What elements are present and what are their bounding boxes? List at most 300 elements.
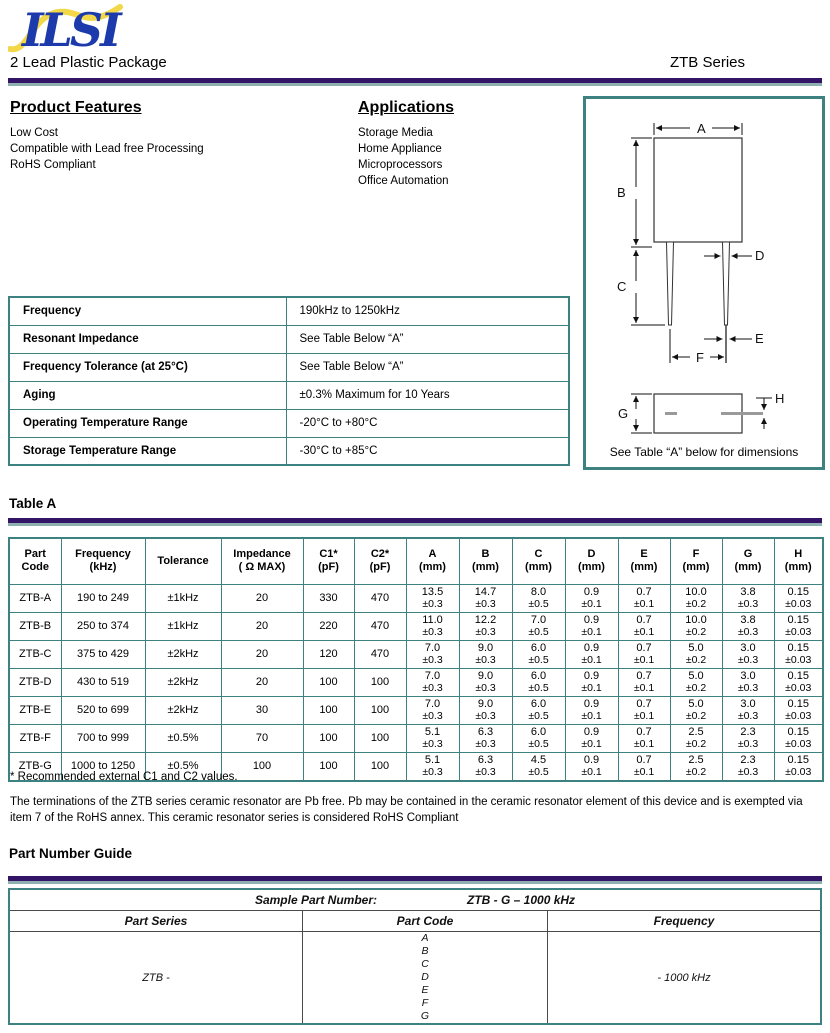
header-line2: ( Ω MAX) bbox=[238, 561, 286, 574]
product-features-list bbox=[10, 125, 204, 173]
table-a-header-cell bbox=[354, 538, 406, 584]
table-a-cell: ZTB-A bbox=[9, 584, 61, 612]
dim-value: 0.9 bbox=[583, 725, 600, 738]
part-code-option: E bbox=[421, 984, 429, 996]
table-a-cell: 100 bbox=[303, 724, 354, 752]
dim-tolerance: ±0.3 bbox=[475, 682, 496, 694]
spec-row bbox=[9, 409, 569, 437]
header-line1: D bbox=[587, 548, 596, 561]
table-a-cell: ZTB-C bbox=[9, 640, 61, 668]
table-a-header-cell bbox=[61, 538, 145, 584]
spec-label: Frequency bbox=[9, 297, 286, 325]
dim-tolerance: ±0.3 bbox=[475, 598, 496, 610]
table-a-dim-cell bbox=[670, 668, 722, 696]
dim-value: 6.0 bbox=[530, 669, 547, 682]
spec-label: Operating Temperature Range bbox=[9, 409, 286, 437]
dim-value: 5.0 bbox=[688, 669, 704, 682]
table-a-cell: 20 bbox=[221, 668, 303, 696]
dim-value: 10.0 bbox=[685, 613, 707, 626]
dim-tolerance: ±0.1 bbox=[581, 654, 602, 666]
table-a-dim-cell bbox=[774, 696, 823, 724]
dim-tolerance: ±0.1 bbox=[633, 710, 655, 722]
table-a-row bbox=[9, 612, 823, 640]
table-a-dim-cell bbox=[406, 640, 459, 668]
spec-value: -20°C to +80°C bbox=[286, 409, 569, 437]
header-line1: B bbox=[481, 548, 490, 561]
table-a-dim-cell bbox=[406, 724, 459, 752]
table-a-cell: 470 bbox=[354, 640, 406, 668]
dim-value: 0.7 bbox=[636, 641, 652, 654]
svg-text:B: B bbox=[617, 185, 626, 200]
table-a-cell: 100 bbox=[354, 668, 406, 696]
spec-row bbox=[9, 353, 569, 381]
dim-value: 10.0 bbox=[685, 585, 707, 598]
dim-value: 0.9 bbox=[583, 697, 600, 710]
dim-value: 7.0 bbox=[530, 613, 547, 626]
dim-tolerance: ±0.3 bbox=[737, 766, 759, 778]
table-a-cell: ±2kHz bbox=[145, 668, 221, 696]
table-a-cell: ±0.5% bbox=[145, 724, 221, 752]
dim-value: 9.0 bbox=[477, 641, 494, 654]
feature-item: RoHS Compliant bbox=[10, 159, 96, 171]
table-a-cell: 100 bbox=[354, 696, 406, 724]
part-code-option: F bbox=[421, 997, 429, 1009]
table-a-heading: Table A bbox=[9, 496, 57, 511]
dim-tolerance: ±0.03 bbox=[785, 710, 812, 722]
feature-item: Low Cost bbox=[10, 127, 58, 139]
dim-tolerance: ±0.3 bbox=[422, 626, 443, 638]
table-a-dim-cell bbox=[722, 724, 774, 752]
dim-value: 7.0 bbox=[424, 641, 441, 654]
table-a-dim-cell bbox=[512, 584, 565, 612]
table-a-cell: 70 bbox=[221, 724, 303, 752]
table-a-dim-cell bbox=[618, 584, 670, 612]
table-a-dim-cell bbox=[618, 752, 670, 781]
header-line2: (mm) bbox=[525, 561, 552, 574]
dim-value: 13.5 bbox=[421, 585, 444, 598]
sample-part-number-value: ZTB - G – 1000 kHz bbox=[467, 893, 576, 907]
header-line2: (mm) bbox=[578, 561, 605, 574]
header-line1: C bbox=[534, 548, 543, 561]
spec-value: See Table Below “A” bbox=[286, 325, 569, 353]
table-a-cell: 470 bbox=[354, 584, 406, 612]
column-header-part-series: Part Series bbox=[124, 914, 188, 928]
svg-text:G: G bbox=[618, 406, 629, 421]
table-a-cell: ±2kHz bbox=[145, 696, 221, 724]
table-a-cell: 190 to 249 bbox=[61, 584, 145, 612]
header-line2: (mm) bbox=[682, 561, 710, 574]
dim-value: 11.0 bbox=[422, 613, 443, 626]
table-a-cell: 250 to 374 bbox=[61, 612, 145, 640]
application-item: Home Appliance bbox=[358, 143, 442, 155]
table-a-dim-cell bbox=[774, 612, 823, 640]
table-a-dim-cell bbox=[722, 696, 774, 724]
dim-tolerance: ±0.3 bbox=[422, 710, 443, 722]
table-a-dim-cell bbox=[406, 584, 459, 612]
product-features-heading: Product Features bbox=[10, 99, 142, 116]
dim-tolerance: ±0.3 bbox=[737, 710, 759, 722]
dim-value: 3.8 bbox=[740, 613, 756, 626]
diagram-caption: See Table “A” below for dimensions bbox=[609, 445, 799, 459]
dim-value: 14.7 bbox=[474, 585, 497, 598]
dim-tolerance: ±0.1 bbox=[633, 598, 655, 610]
table-a-cell: ±2kHz bbox=[145, 640, 221, 668]
spec-row bbox=[9, 297, 569, 325]
part-number-guide-heading: Part Number Guide bbox=[9, 846, 133, 861]
specifications-table bbox=[8, 296, 570, 466]
header-line2: (mm) bbox=[734, 561, 762, 574]
dim-tolerance: ±0.3 bbox=[422, 654, 443, 666]
dim-value: 7.0 bbox=[424, 697, 441, 710]
dim-value: 0.15 bbox=[787, 669, 809, 682]
table-a-cell: 100 bbox=[303, 668, 354, 696]
package-dimension-diagram bbox=[583, 96, 825, 470]
dim-value: 0.9 bbox=[583, 585, 600, 598]
dim-value: 6.3 bbox=[477, 753, 494, 766]
table-a bbox=[8, 537, 824, 782]
spec-value: ±0.3% Maximum for 10 Years bbox=[286, 381, 569, 409]
table-a-dim-cell bbox=[722, 752, 774, 781]
package-drawing bbox=[586, 99, 822, 443]
dim-value: 6.0 bbox=[530, 641, 547, 654]
svg-text:H: H bbox=[775, 391, 785, 406]
header-line2: (mm) bbox=[419, 561, 446, 574]
table-a-row bbox=[9, 668, 823, 696]
table-a-dim-cell bbox=[670, 696, 722, 724]
svg-text:C: C bbox=[617, 279, 627, 294]
svg-text:F: F bbox=[696, 350, 704, 365]
header-line2: (mm) bbox=[784, 561, 812, 574]
table-a-dim-cell bbox=[774, 668, 823, 696]
part-code-option: G bbox=[420, 1010, 430, 1022]
table-a-cell: 470 bbox=[354, 612, 406, 640]
dim-value: 0.9 bbox=[583, 613, 600, 626]
dim-tolerance: ±0.5 bbox=[528, 598, 549, 610]
svg-text:ILSI: ILSI bbox=[22, 3, 119, 56]
header-line1: G bbox=[743, 548, 753, 561]
header-line1: E bbox=[640, 548, 648, 561]
dim-value: 3.8 bbox=[740, 585, 756, 598]
applications-section bbox=[358, 99, 454, 189]
table-a-header-cell bbox=[618, 538, 670, 584]
table-a-dim-cell bbox=[406, 752, 459, 781]
header-line2: (pF) bbox=[369, 561, 391, 574]
table-a-dim-cell bbox=[670, 612, 722, 640]
dim-value: 4.5 bbox=[530, 753, 547, 766]
dim-value: 3.0 bbox=[740, 669, 756, 682]
table-a-dim-cell bbox=[618, 696, 670, 724]
dim-value: 2.3 bbox=[740, 753, 756, 766]
dim-value: 7.0 bbox=[424, 669, 441, 682]
table-a-header-cell bbox=[406, 538, 459, 584]
dim-value: 0.15 bbox=[787, 613, 809, 626]
series-title: ZTB Series bbox=[669, 54, 745, 71]
table-a-dim-cell bbox=[670, 584, 722, 612]
table-a-dim-cell bbox=[459, 584, 512, 612]
dim-tolerance: ±0.1 bbox=[633, 738, 655, 750]
table-a-cell: ZTB-G bbox=[9, 752, 61, 781]
spec-row bbox=[9, 437, 569, 465]
table-a-dim-cell bbox=[459, 668, 512, 696]
dim-tolerance: ±0.2 bbox=[685, 654, 707, 666]
dim-value: 0.7 bbox=[636, 725, 652, 738]
table-a-cell: ZTB-F bbox=[9, 724, 61, 752]
table-a-cell: ±0.5% bbox=[145, 752, 221, 781]
dim-tolerance: ±0.3 bbox=[475, 766, 496, 778]
table-a-dim-cell bbox=[774, 584, 823, 612]
table-a-dim-cell bbox=[565, 584, 618, 612]
table-a-header-cell bbox=[9, 538, 61, 584]
dim-value: 8.0 bbox=[530, 585, 547, 598]
dim-value: 2.5 bbox=[688, 753, 704, 766]
table-a-dim-cell bbox=[406, 612, 459, 640]
table-a-dim-cell bbox=[565, 696, 618, 724]
svg-text:A: A bbox=[697, 121, 706, 136]
feature-item: Compatible with Lead free Processing bbox=[10, 143, 204, 155]
table-a-cell: 520 to 699 bbox=[61, 696, 145, 724]
dim-tolerance: ±0.2 bbox=[685, 626, 707, 638]
table-a-cell: 100 bbox=[221, 752, 303, 781]
part-number-guide-body bbox=[10, 932, 820, 1023]
divider bbox=[8, 876, 822, 884]
dim-tolerance: ±0.5 bbox=[528, 710, 549, 722]
table-a-dim-cell bbox=[512, 724, 565, 752]
svg-text:E: E bbox=[755, 331, 764, 346]
table-a-dim-cell bbox=[459, 696, 512, 724]
dim-tolerance: ±0.03 bbox=[785, 598, 812, 610]
table-a-header-cell bbox=[512, 538, 565, 584]
table-a-cell: ZTB-E bbox=[9, 696, 61, 724]
dim-value: 0.9 bbox=[583, 669, 600, 682]
dim-value: 5.0 bbox=[688, 697, 704, 710]
spec-label: Storage Temperature Range bbox=[9, 437, 286, 465]
divider bbox=[8, 78, 822, 86]
dim-tolerance: ±0.3 bbox=[475, 654, 496, 666]
header-line2: (mm) bbox=[472, 561, 499, 574]
divider bbox=[8, 518, 822, 526]
header-line2: (mm) bbox=[630, 561, 658, 574]
table-a-dim-cell bbox=[774, 640, 823, 668]
dim-tolerance: ±0.5 bbox=[528, 682, 549, 694]
application-item: Microprocessors bbox=[358, 159, 443, 171]
spec-value: See Table Below “A” bbox=[286, 353, 569, 381]
table-a-dim-cell bbox=[722, 584, 774, 612]
dim-value: 3.0 bbox=[740, 641, 756, 654]
dim-tolerance: ±0.3 bbox=[737, 626, 759, 638]
table-a-header-cell bbox=[722, 538, 774, 584]
header-line2: Code bbox=[21, 561, 49, 574]
table-a-dim-cell bbox=[406, 696, 459, 724]
frequency-value: - 1000 kHz bbox=[657, 971, 711, 984]
header-line2: (pF) bbox=[318, 561, 339, 574]
table-a-cell: 20 bbox=[221, 612, 303, 640]
dim-value: 2.5 bbox=[688, 725, 704, 738]
dim-tolerance: ±0.1 bbox=[581, 738, 602, 750]
dim-tolerance: ±0.1 bbox=[581, 626, 602, 638]
part-code-option: B bbox=[421, 945, 429, 957]
table-a-dim-cell bbox=[722, 612, 774, 640]
dim-value: 0.7 bbox=[636, 585, 652, 598]
part-code-list bbox=[421, 932, 429, 1023]
applications-heading: Applications bbox=[358, 99, 455, 116]
dim-tolerance: ±0.5 bbox=[528, 654, 549, 666]
table-a-dim-cell bbox=[512, 696, 565, 724]
dim-value: 0.7 bbox=[636, 697, 652, 710]
table-a-dim-cell bbox=[406, 668, 459, 696]
table-a-cell: 100 bbox=[354, 752, 406, 781]
table-a-cell: 30 bbox=[221, 696, 303, 724]
dim-tolerance: ±0.5 bbox=[528, 766, 549, 778]
header-line1: C2* bbox=[370, 548, 390, 561]
dim-tolerance: ±0.3 bbox=[422, 766, 443, 778]
dim-value: 6.0 bbox=[530, 697, 547, 710]
table-a-header-cell bbox=[459, 538, 512, 584]
header-line2: (kHz) bbox=[89, 561, 117, 574]
dim-tolerance: ±0.3 bbox=[422, 598, 443, 610]
table-a-cell: 20 bbox=[221, 640, 303, 668]
dim-tolerance: ±0.3 bbox=[475, 710, 496, 722]
table-a-dim-cell bbox=[670, 752, 722, 781]
table-a-dim-cell bbox=[459, 612, 512, 640]
table-a-dim-cell bbox=[459, 752, 512, 781]
dim-value: 6.3 bbox=[477, 725, 494, 738]
dim-tolerance: ±0.1 bbox=[633, 766, 655, 778]
sample-part-number-row bbox=[10, 890, 820, 911]
table-a-cell: 100 bbox=[354, 724, 406, 752]
table-a-dim-cell bbox=[565, 752, 618, 781]
dim-tolerance: ±0.03 bbox=[785, 682, 812, 694]
table-a-cell: 220 bbox=[303, 612, 354, 640]
table-a-dim-cell bbox=[565, 612, 618, 640]
table-a-header-cell bbox=[303, 538, 354, 584]
svg-text:D: D bbox=[755, 248, 765, 263]
table-a-dim-cell bbox=[512, 640, 565, 668]
table-a-dim-cell bbox=[512, 668, 565, 696]
table-a-dim-cell bbox=[670, 640, 722, 668]
ilsi-logo-icon bbox=[8, 2, 128, 56]
table-a-cell: ZTB-D bbox=[9, 668, 61, 696]
spec-row bbox=[9, 325, 569, 353]
table-a-row bbox=[9, 696, 823, 724]
dim-tolerance: ±0.2 bbox=[685, 766, 707, 778]
dim-tolerance: ±0.2 bbox=[685, 682, 707, 694]
table-a-row bbox=[9, 640, 823, 668]
spec-value: -30°C to +85°C bbox=[286, 437, 569, 465]
table-a-dim-cell bbox=[512, 612, 565, 640]
dim-tolerance: ±0.3 bbox=[422, 682, 443, 694]
dim-tolerance: ±0.3 bbox=[422, 738, 443, 750]
dim-tolerance: ±0.1 bbox=[633, 626, 655, 638]
table-a-cell: 330 bbox=[303, 584, 354, 612]
header-line1: C1* bbox=[319, 548, 338, 561]
dim-value: 0.15 bbox=[787, 641, 809, 654]
table-a-header-cell bbox=[565, 538, 618, 584]
header-line1: F bbox=[692, 548, 700, 561]
applications-list bbox=[358, 125, 454, 189]
dim-value: 0.15 bbox=[787, 753, 809, 766]
table-a-cell: 100 bbox=[303, 696, 354, 724]
dim-tolerance: ±0.03 bbox=[785, 626, 812, 638]
table-a-dim-cell bbox=[565, 640, 618, 668]
dim-value: 6.0 bbox=[530, 725, 547, 738]
dim-value: 5.1 bbox=[424, 725, 441, 738]
application-item: Office Automation bbox=[358, 175, 449, 187]
dim-value: 5.0 bbox=[688, 641, 704, 654]
table-a-header-cell bbox=[221, 538, 303, 584]
table-a-cell: 20 bbox=[221, 584, 303, 612]
dim-value: 0.7 bbox=[636, 753, 652, 766]
table-a-cell: 120 bbox=[303, 640, 354, 668]
table-a-cell: ZTB-B bbox=[9, 612, 61, 640]
dim-value: 2.3 bbox=[740, 725, 756, 738]
footnote-c1-c2: * Recommended external C1 and C2 values. bbox=[10, 771, 238, 783]
table-a-dim-cell bbox=[459, 724, 512, 752]
dim-value: 5.1 bbox=[424, 753, 441, 766]
table-a-dim-cell bbox=[618, 724, 670, 752]
table-a-header-cell bbox=[670, 538, 722, 584]
spec-label: Frequency Tolerance (at 25°C) bbox=[9, 353, 286, 381]
table-a-dim-cell bbox=[774, 752, 823, 781]
part-series-value: ZTB - bbox=[142, 971, 170, 984]
spec-value: 190kHz to 1250kHz bbox=[286, 297, 569, 325]
header-line1: Frequency bbox=[75, 548, 131, 561]
table-a-dim-cell bbox=[565, 724, 618, 752]
header-line1: H bbox=[794, 548, 803, 561]
table-a-cell: 430 to 519 bbox=[61, 668, 145, 696]
dim-tolerance: ±0.3 bbox=[737, 654, 759, 666]
part-number-guide-columns bbox=[10, 911, 820, 932]
part-code-option: A bbox=[421, 932, 429, 944]
table-a-dim-cell bbox=[618, 640, 670, 668]
table-a-dim-cell bbox=[618, 612, 670, 640]
dim-value: 9.0 bbox=[477, 669, 494, 682]
dim-value: 0.15 bbox=[787, 585, 809, 598]
table-a-dim-cell bbox=[670, 724, 722, 752]
dim-tolerance: ±0.03 bbox=[785, 766, 812, 778]
table-a-cell: 1000 to 1250 bbox=[61, 752, 145, 781]
table-a-row bbox=[9, 724, 823, 752]
page-title: 2 Lead Plastic Package bbox=[10, 54, 167, 71]
product-features-section bbox=[10, 99, 204, 173]
table-a-cell: 100 bbox=[303, 752, 354, 781]
dim-tolerance: ±0.5 bbox=[528, 738, 549, 750]
header-line1: Impedance bbox=[233, 548, 291, 561]
dim-tolerance: ±0.03 bbox=[785, 738, 812, 750]
table-a-dim-cell bbox=[774, 724, 823, 752]
table-a-cell: ±1kHz bbox=[145, 612, 221, 640]
dim-tolerance: ±0.1 bbox=[581, 710, 602, 722]
dim-tolerance: ±0.5 bbox=[528, 626, 549, 638]
part-code-option: C bbox=[421, 958, 429, 970]
spec-row bbox=[9, 381, 569, 409]
application-item: Storage Media bbox=[358, 127, 433, 139]
dim-tolerance: ±0.03 bbox=[785, 654, 812, 666]
dim-tolerance: ±0.3 bbox=[737, 682, 759, 694]
column-header-frequency: Frequency bbox=[653, 914, 715, 928]
dim-tolerance: ±0.3 bbox=[737, 738, 759, 750]
spec-label: Resonant Impedance bbox=[9, 325, 286, 353]
dim-tolerance: ±0.3 bbox=[475, 626, 496, 638]
header-line1: Part bbox=[24, 548, 46, 561]
dim-value: 3.0 bbox=[740, 697, 756, 710]
table-a-dim-cell bbox=[565, 668, 618, 696]
table-a-cell: 700 to 999 bbox=[61, 724, 145, 752]
dim-value: 0.9 bbox=[583, 641, 600, 654]
dim-tolerance: ±0.1 bbox=[581, 682, 602, 694]
dim-tolerance: ±0.1 bbox=[633, 682, 655, 694]
table-a-header-cell bbox=[145, 538, 221, 584]
header-line1: A bbox=[428, 548, 437, 561]
